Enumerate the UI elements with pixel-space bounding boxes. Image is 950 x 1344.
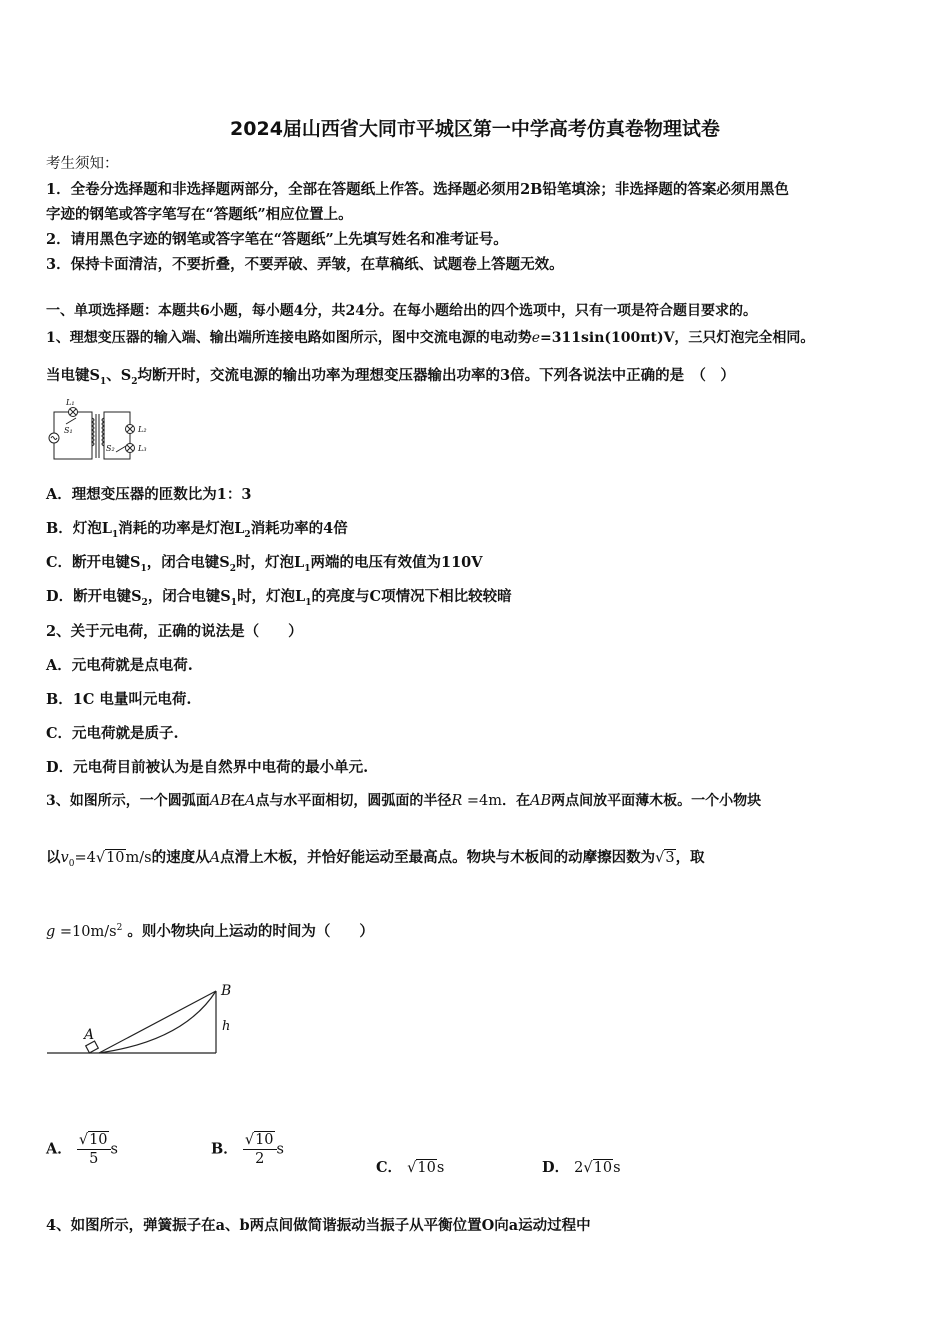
notice-heading: 考生须知：: [46, 156, 119, 172]
transformer-circuit-figure: [44, 396, 156, 466]
q1-option-a: A．理想变压器的匝数比为1：3: [46, 486, 252, 503]
ramp-figure: [44, 976, 244, 1062]
q3-line3: $g =10m/s^2$ 。则小物块向上运动的时间为（ ）: [46, 923, 374, 940]
label-l3: L₃: [138, 444, 147, 453]
q3-line2: 以$v_0=4√10m/s$的速度从A点滑上木板，并恰好能运动至最高点。物块与木板间的动摩擦因数为√3，取: [46, 849, 705, 869]
label-a: A: [84, 1027, 95, 1043]
q2-option-a: A．元电荷就是点电荷.: [46, 657, 193, 674]
q2-option-b: B．1C 电量叫元电荷.: [46, 691, 192, 708]
label-s2: S₂: [106, 444, 115, 453]
q1-line1: 1、理想变压器的输入端、输出端所连接电路如图所示，图中交流电源的电动势e=311sin(100πt)V，三只灯泡完全相同。: [46, 330, 815, 346]
label-h: h: [222, 1019, 231, 1034]
label-s1: S₁: [64, 426, 73, 435]
notice-item-1a: 1．全卷分选择题和非选择题两部分，全部在答题纸上作答。选择题必须用2B铅笔填涂；非选择题的答案必须用黑色: [46, 181, 789, 198]
label-l1: L₁: [66, 398, 75, 407]
q3-option-c: C． √10s: [376, 1159, 445, 1176]
q3-option-a: A． $\frac{√10}{5}$ s: [46, 1132, 118, 1167]
page-title: 2024届山西省大同市平城区第一中学高考仿真卷物理试卷: [230, 118, 720, 140]
q2-option-d: D．元电荷目前被认为是自然界中电荷的最小单元.: [46, 759, 369, 776]
q2-stem: 2、关于元电荷，正确的说法是（ ）: [46, 623, 303, 640]
q4-stem: 4、如图所示，弹簧振子在a、b两点间做简谐振动当振子从平衡位置O向a运动过程中: [46, 1217, 591, 1234]
section-heading: 一、单项选择题：本题共6小题，每小题4分，共24分。在每小题给出的四个选项中，只有一项是符合题目要求的。: [46, 303, 757, 319]
notice-item-2: 2．请用黑色字迹的钢笔或答字笔在“答题纸”上先填写姓名和准考证号。: [46, 231, 508, 248]
q2-option-c: C．元电荷就是质子.: [46, 725, 179, 742]
q3-line1: 3、如图所示，一个圆弧面AB在A点与水平面相切，圆弧面的半径R =4m．在AB两点间放平面薄木板。一个小物块: [46, 793, 762, 809]
plank-line: [99, 991, 216, 1053]
q1-option-b: B．灯泡$L_1$消耗的功率是灯泡$L_2$消耗功率的4倍: [46, 520, 348, 540]
notice-item-3: 3．保持卡面清洁，不要折叠，不要弄破、弄皱，在草稿纸、试题卷上答题无效。: [46, 256, 564, 273]
q1-option-c: C．断开电键$S_1$，闭合电键$S_2$时，灯泡$L_1$两端的电压有效值为110V: [46, 554, 483, 574]
q3-option-d: D． 2√10s: [542, 1159, 621, 1176]
q1-option-d: D．断开电键$S_2$，闭合电键$S_1$时，灯泡$L_1$的亮度与C项情况下相比较较暗: [46, 588, 512, 608]
q3-option-b: B． $\frac{√10}{2}$ s: [211, 1132, 284, 1167]
q1-line2: 当电键$S_1$、$S_2$均断开时，交流电源的输出功率为理想变压器输出功率的3倍。下列各说法中正确的是 （ ）: [46, 367, 735, 387]
label-l2: L₂: [138, 425, 147, 434]
notice-item-1b: 字迹的钢笔或答字笔写在“答题纸”相应位置上。: [46, 206, 353, 223]
label-b: B: [221, 983, 232, 999]
